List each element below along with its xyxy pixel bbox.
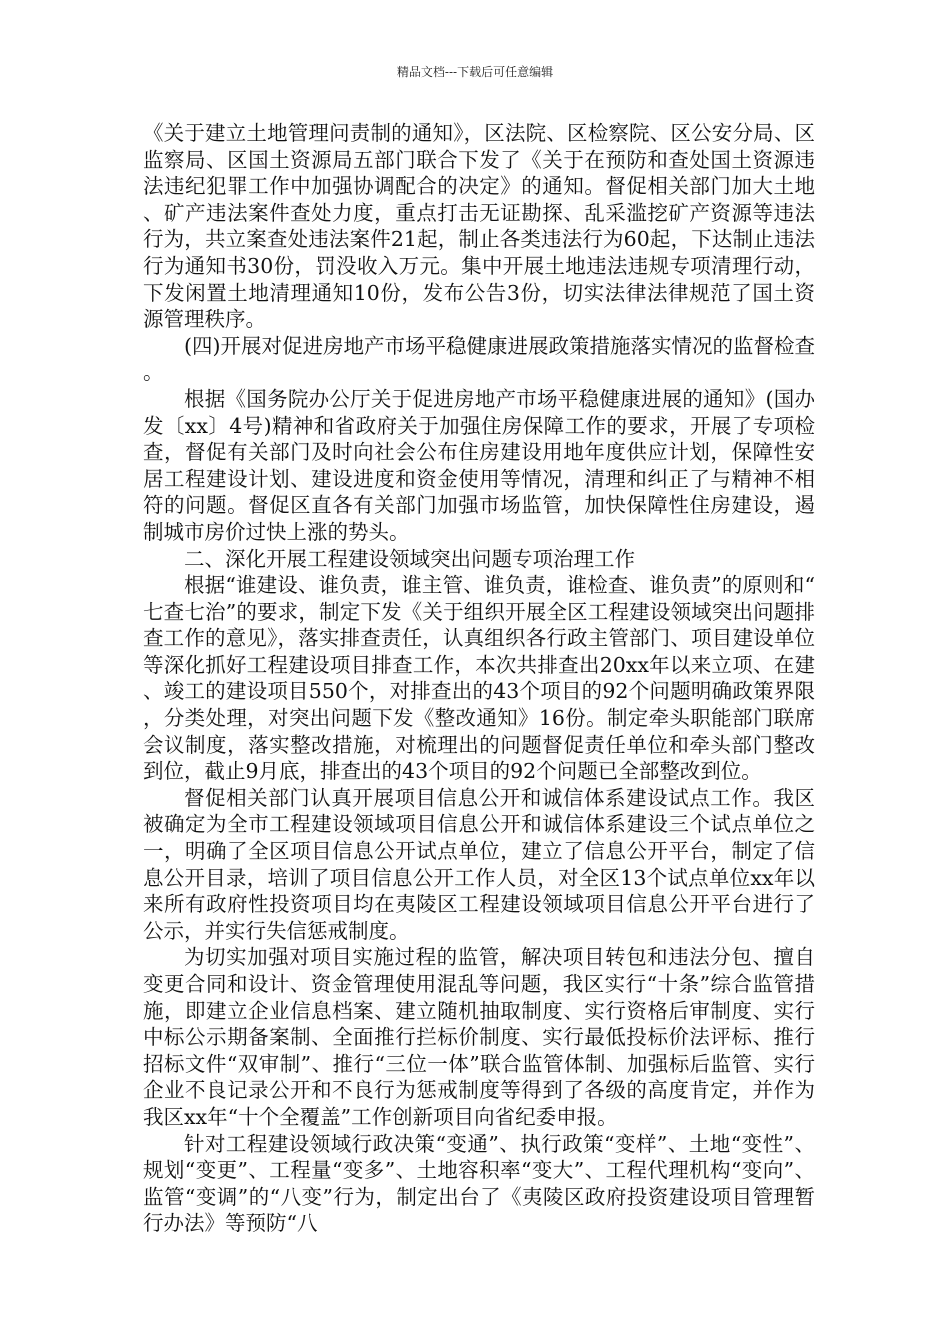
document-body [143, 120, 815, 1237]
paragraph-project-investigation: 根据“谁建设、谁负责，谁主管、谁负责，谁检查、谁负责”的原则和“七查七治”的要求，制定下发《关于组织开展全区工程建设领域突出问题排查工作的意见》，落实排查责任，认真组织各行政主管部门、项目建设单位等深化抓好工程建设项目排查工作，本次共排查出20xx年以来立项、在建、竣工的建设项目550个，对排查出的43个项目的92个问题明确政策界限，分类处理，对突出问题下发《整改通知》16份。制定牵头职能部门联席会议制度，落实整改措施，对梳理出的问题督促责任单位和牵头部门整改到位，截止9月底，排查出的43个项目的92个问题已全部整改到位。 [143, 573, 815, 784]
paragraph-land-accountability: 《关于建立土地管理问责制的通知》，区法院、区检察院、区公安分局、区监察局、区国土资源局五部门联合下发了《关于在预防和查处国土资源违法违纪犯罪工作中加强协调配合的决定》的通知。督促相关部门加大土地、矿产违法案件查处力度，重点打击无证勘探、乱采滥挖矿产资源等违法行为，共立案查处违法案件21起，制止各类违法行为60起，下达制止违法行为通知书30份，罚没收入万元。集中开展土地违法违规专项清理行动，下发闲置土地清理通知10份，发布公告3份，切实法律法律规范了国土资源管理秩序。 [143, 121, 815, 332]
paragraph-information-disclosure: 督促相关部门认真开展项目信息公开和诚信体系建设试点工作。我区被确定为全市工程建设领域项目信息公开和诚信体系建设三个试点单位之一，明确了全区项目信息公开试点单位，建立了信息公开平台，制定了信息公开目录，培训了项目信息公开工作人员，对全区13个试点单位xx年以来所有政府性投资项目均在夷陵区工程建设领域项目信息公开平台进行了公示，并实行失信惩戒制度。 [143, 785, 815, 943]
paragraph-eight-changes: 针对工程建设领域行政决策“变通”、执行政策“变样”、土地“变性”、规划“变更”、工程量“变多”、土地容积率“变大”、工程代理机构“变向”、监管“变调”的“八变”行为，制定出台了《夷陵区政府投资建设项目管理暂行办法》等预防“八 [143, 1131, 815, 1236]
section-heading-real-estate-supervision: (四)开展对促进房地产市场平稳健康进展政策措施落实情况的监督检查。 [143, 333, 815, 385]
paragraph-real-estate-inspection: 根据《国务院办公厅关于促进房地产市场平稳健康进展的通知》(国办发〔xx〕4号)精神和省政府关于加强住房保障工作的要求，开展了专项检查，督促有关部门及时向社会公布住房建设用地年度供应计划，保障性安居工程建设计划、建设进度和资金使用等情况，清理和纠正了与精神不相符的问题。督促区直各有关部门加强市场监管，加快保障性住房建设，遏制城市房价过快上涨的势头。 [143, 386, 815, 544]
section-heading-engineering-governance: 二、深化开展工程建设领域突出问题专项治理工作 [184, 546, 635, 571]
page-header: 精品文档---下载后可任意编辑 [396, 65, 554, 79]
paragraph-ten-measures: 为切实加强对项目实施过程的监管，解决项目转包和违法分包、擅自变更合同和设计、资金管理使用混乱等问题，我区实行“十条”综合监管措施，即建立企业信息档案、建立随机抽取制度、实行资格后审制度、实行中标公示期备案制、全面推行拦标价制度、实行最低投标价法评标、推行招标文件“双审制”、推行“三位一体”联合监管体制、加强标后监管、实行企业不良记录公开和不良行为惩戒制度等得到了各级的高度肯定，并作为我区xx年“十个全覆盖”工作创新项目向省纪委申报。 [143, 945, 815, 1129]
